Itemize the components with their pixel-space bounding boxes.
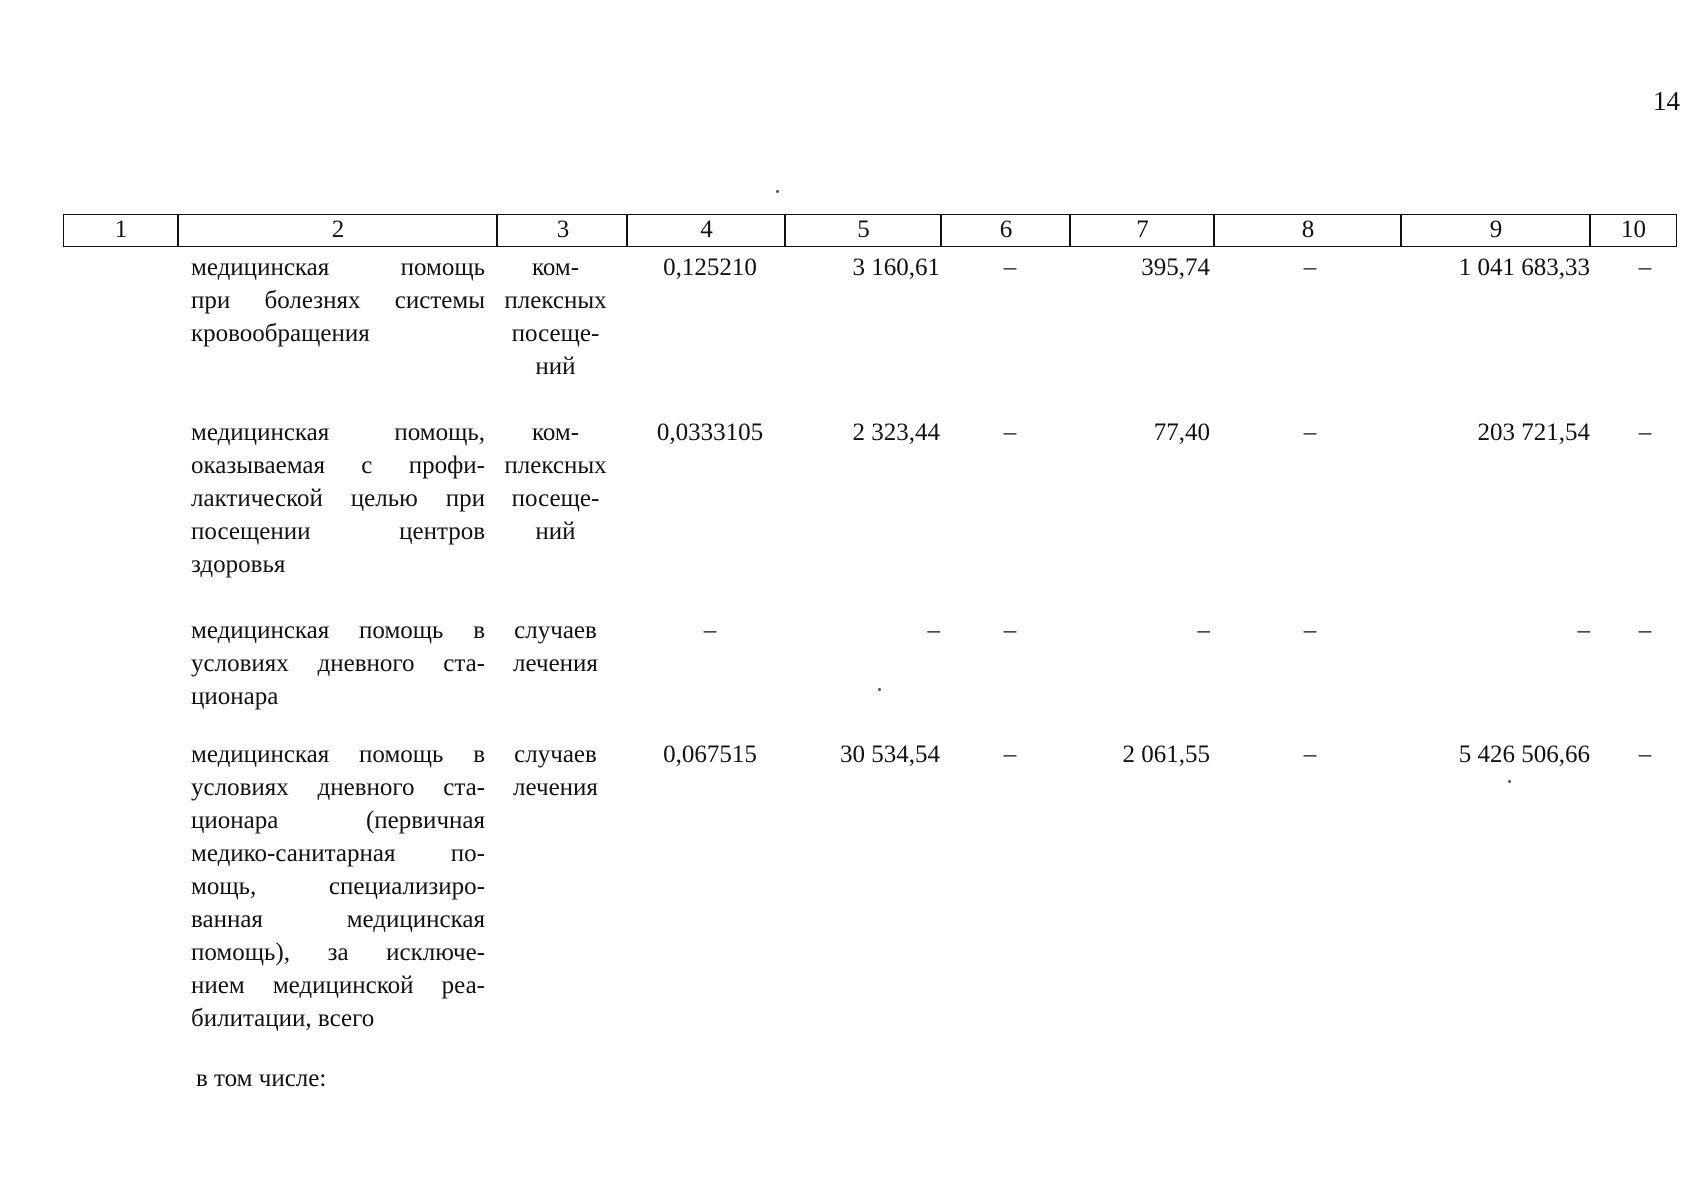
scan-speck <box>878 688 881 691</box>
page-number: 14 <box>1653 86 1680 116</box>
column-number: 6 <box>999 216 1013 243</box>
value-col-9: 5 426 506,66 <box>1458 741 1590 768</box>
subcaption: в том числе: <box>196 1065 327 1092</box>
value-col-9: 203 721,54 <box>1477 419 1590 446</box>
column-number-header <box>63 214 1677 247</box>
value-col-7: 77,40 <box>1153 419 1210 446</box>
value-col-8: – <box>1303 617 1317 644</box>
value-col-8: – <box>1303 419 1317 446</box>
column-number: 7 <box>1136 216 1149 243</box>
value-col-10: – <box>1638 254 1652 281</box>
column-number: 1 <box>114 216 128 243</box>
value-col-7: 2 061,55 <box>1122 741 1210 768</box>
column-number: 9 <box>1489 216 1503 243</box>
value-col-4: – <box>703 617 717 644</box>
value-col-10: – <box>1638 741 1652 768</box>
column-number: 10 <box>1621 216 1646 243</box>
value-col-8: – <box>1303 741 1317 768</box>
service-name: медицинская помощь, оказываемая с профи- лактической целью при посещении центров здоровья <box>191 419 485 578</box>
value-col-9: 1 041 683,33 <box>1458 254 1590 281</box>
value-col-5: 2 323,44 <box>852 419 940 446</box>
value-col-4: 0,125210 <box>663 254 757 281</box>
unit-of-measure: ком- плексных посеще- ний <box>504 254 607 380</box>
value-col-10: – <box>1638 419 1652 446</box>
value-col-5: – <box>927 617 940 644</box>
value-col-5: 3 160,61 <box>852 254 940 281</box>
scan-speck <box>1508 780 1511 783</box>
unit-of-measure: случаев лечения <box>513 741 598 801</box>
service-name: медицинская помощь в условиях дневного ста- ционара (первичная медико-санитарная по- мощь, специализиро- ванная медицинская помощь), за исключе- нием медицинской реа- билитации, всего <box>191 741 485 1032</box>
value-col-9: – <box>1577 617 1590 644</box>
unit-of-measure: случаев лечения <box>513 617 598 677</box>
value-col-10: – <box>1638 617 1652 644</box>
value-col-7: – <box>1197 617 1210 644</box>
value-col-6: – <box>1003 741 1017 768</box>
service-name: медицинская помощь при болезнях системы кровообращения <box>191 254 485 347</box>
column-number: 2 <box>331 216 345 243</box>
column-number: 8 <box>1301 216 1315 243</box>
value-col-6: – <box>1003 254 1017 281</box>
scan-speck <box>776 190 779 193</box>
column-number: 4 <box>700 216 713 243</box>
value-col-4: 0,0333105 <box>656 419 764 446</box>
value-col-6: – <box>1003 617 1017 644</box>
value-col-6: – <box>1003 419 1017 446</box>
column-number: 3 <box>556 216 570 243</box>
service-name: медицинская помощь в условиях дневного ста- ционара <box>191 617 485 710</box>
value-col-7: 395,74 <box>1141 254 1210 281</box>
column-number: 5 <box>857 216 870 243</box>
value-col-5: 30 534,54 <box>840 741 940 768</box>
value-col-4: 0,067515 <box>663 741 757 768</box>
unit-of-measure: ком- плексных посеще- ний <box>504 419 607 545</box>
value-col-8: – <box>1303 254 1317 281</box>
